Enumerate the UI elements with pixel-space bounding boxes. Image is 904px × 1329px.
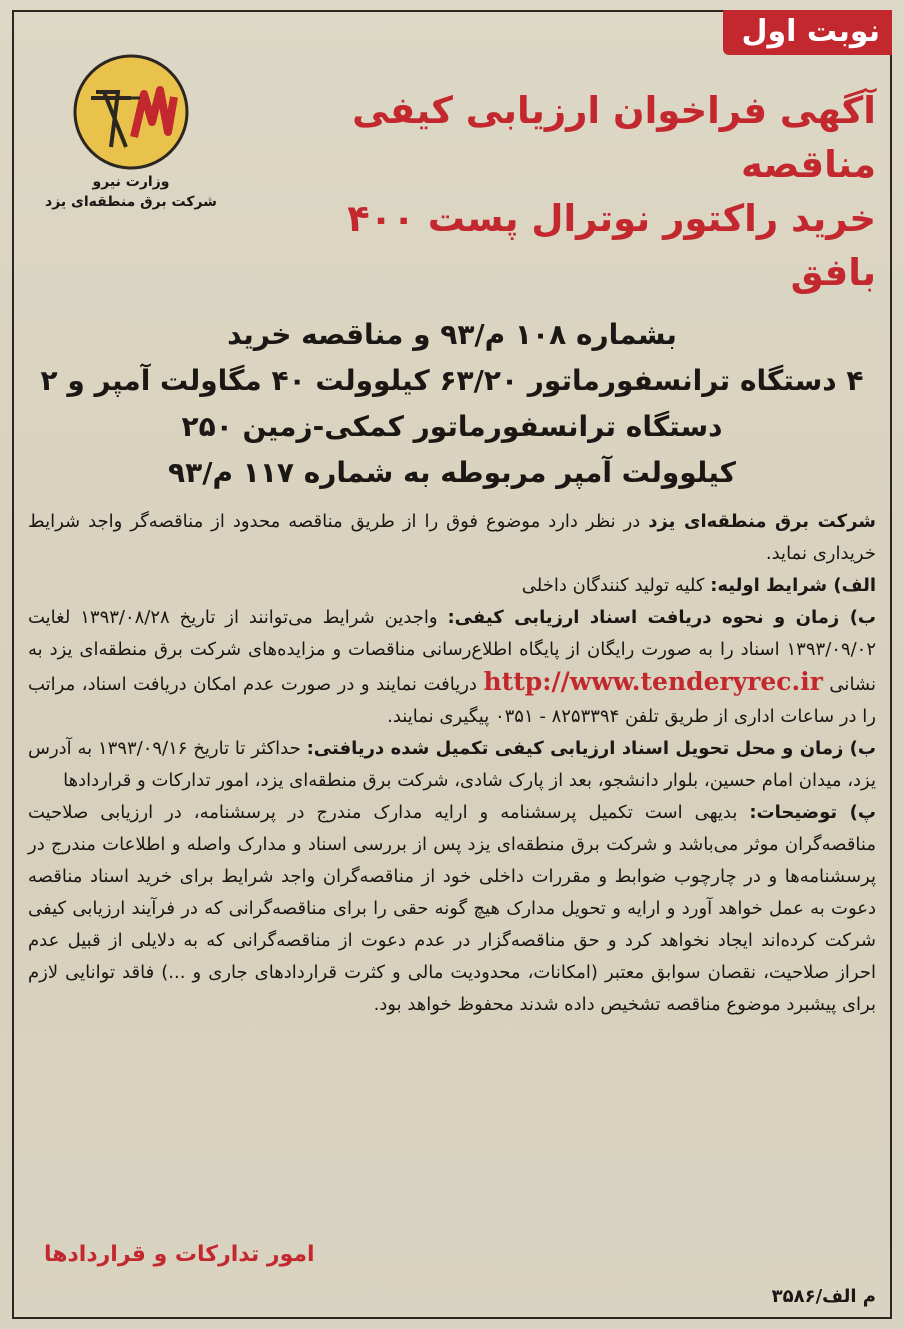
section-b1-heading: ب) زمان و نحوه دریافت اسناد ارزیابی کیفی: xyxy=(447,607,877,628)
ad-title xyxy=(258,84,876,300)
ministry-name: وزارت نیرو xyxy=(92,174,170,190)
section-b2 xyxy=(28,733,876,797)
section-b1-text-2: دریافت نمایند و در صورت عدم امکان دریافت اسناد، مراتب را در ساعات اداری از طریق تلفن ۸۲۵۳۳۹۴ - ۰۳۵۱ پیگیری نمایند. xyxy=(28,674,876,727)
ad-body xyxy=(28,506,876,1021)
power-company-emblem-icon xyxy=(56,52,206,172)
footer-code: م الف/۳۵۸۶ xyxy=(771,1286,876,1307)
title-line-2: خرید راکتور نوترال پست ۴۰۰ بافق xyxy=(347,197,876,294)
section-b2-text: حداکثر تا تاریخ ۱۳۹۳/۰۹/۱۶ به آدرس یزد، میدان امام حسین، بلوار دانشجو، بعد از پارک شادی، شرکت برق منطقه‌ای یزد، امور تدارکات و قراردادها xyxy=(28,738,876,791)
title-line-1: آگهی فراخوان ارزیابی کیفی مناقصه xyxy=(352,89,876,186)
section-p-heading: پ) توضیحات: xyxy=(749,802,876,823)
intro-text: در نظر دارد موضوع فوق را از طریق مناقصه محدود از مناقصه‌گر واجد شرایط خریداری نماید. xyxy=(28,511,876,564)
intro-company: شرکت برق منطقه‌ای یزد xyxy=(648,511,876,532)
intro-paragraph xyxy=(28,506,876,570)
section-b1 xyxy=(28,602,876,733)
section-a-text: کلیه تولید کنندگان داخلی xyxy=(521,575,711,596)
section-b2-heading: ب) زمان و محل تحویل اسناد ارزیابی کیفی تکمیل شده دریافتی: xyxy=(306,738,876,759)
subject-line-4: کیلوولت آمپر مربوطه به شماره ۱۱۷ م/۹۳ xyxy=(168,456,736,489)
round-badge: نوبت اول xyxy=(723,10,892,55)
section-a xyxy=(28,570,876,602)
subject-line-2: ۴ دستگاه ترانسفورماتور ۶۳/۲۰ کیلوولت ۴۰ مگاولت آمپر و ۲ xyxy=(40,364,864,397)
section-p-text: بدیهی است تکمیل پرسشنامه و ارایه مدارک مندرج در پرسشنامه، در ارزیابی صلاحیت مناقصه‌گران موثر می‌باشد و شرکت برق منطقه‌ای یزد پس از بررسی اسناد و مدارک واصله و اطلاعات مندرج در پرسشنامه‌ها و در چارچوب ضوابط و مقررات داخلی خود از مناقصه‌گران واجد شرایط برای خرید اسناد مناقصه دعوت به عمل خواهد آورد و ارایه و تحویل مدارک هیچ گونه حقی را برای مناقصه‌گرانی که در فرآیند ارزیابی کیفی شرکت کرده‌اند ایجاد نخواهد کرد و حق مناقصه‌گزار در عدم دعوت از مناقصه‌گرانی که به دلایلی از قبیل عدم احراز صلاحیت، نقصان سوابق معتبر (امکانات، محدودیت مالی و کثرت قراردادهای جاری و ...) فاقد توانایی لازم برای پیشبرد موضوع مناقصه تشخیص داده شدند محفوظ خواهد بود. xyxy=(28,802,876,1015)
section-a-heading: الف) شرایط اولیه: xyxy=(710,575,876,596)
footer-department: امور تدارکات و قراردادها xyxy=(44,1242,315,1267)
tender-subject xyxy=(28,312,876,496)
subject-line-1: بشماره ۱۰۸ م/۹۳ و مناقصه خرید xyxy=(227,318,677,351)
section-p xyxy=(28,797,876,1021)
ad-frame xyxy=(12,10,892,1319)
tender-website-link[interactable]: http://www.tenderyrec.ir xyxy=(483,667,823,696)
subject-line-3: دستگاه ترانسفورماتور کمکی-زمین ۲۵۰ xyxy=(181,410,723,443)
section-b1-text-1: واجدین شرایط می‌توانند از تاریخ ۱۳۹۳/۰۸/۲۸ لغایت ۱۳۹۳/۰۹/۰۲ اسناد را به صورت رایگان از پایگاه اطلاع‌رسانی مناقصات و مزایده‌های شرکت برق منطقه‌ای یزد به نشانی xyxy=(28,607,876,695)
company-name: شرکت برق منطقه‌ای یزد xyxy=(45,194,217,210)
company-logo xyxy=(26,52,236,212)
